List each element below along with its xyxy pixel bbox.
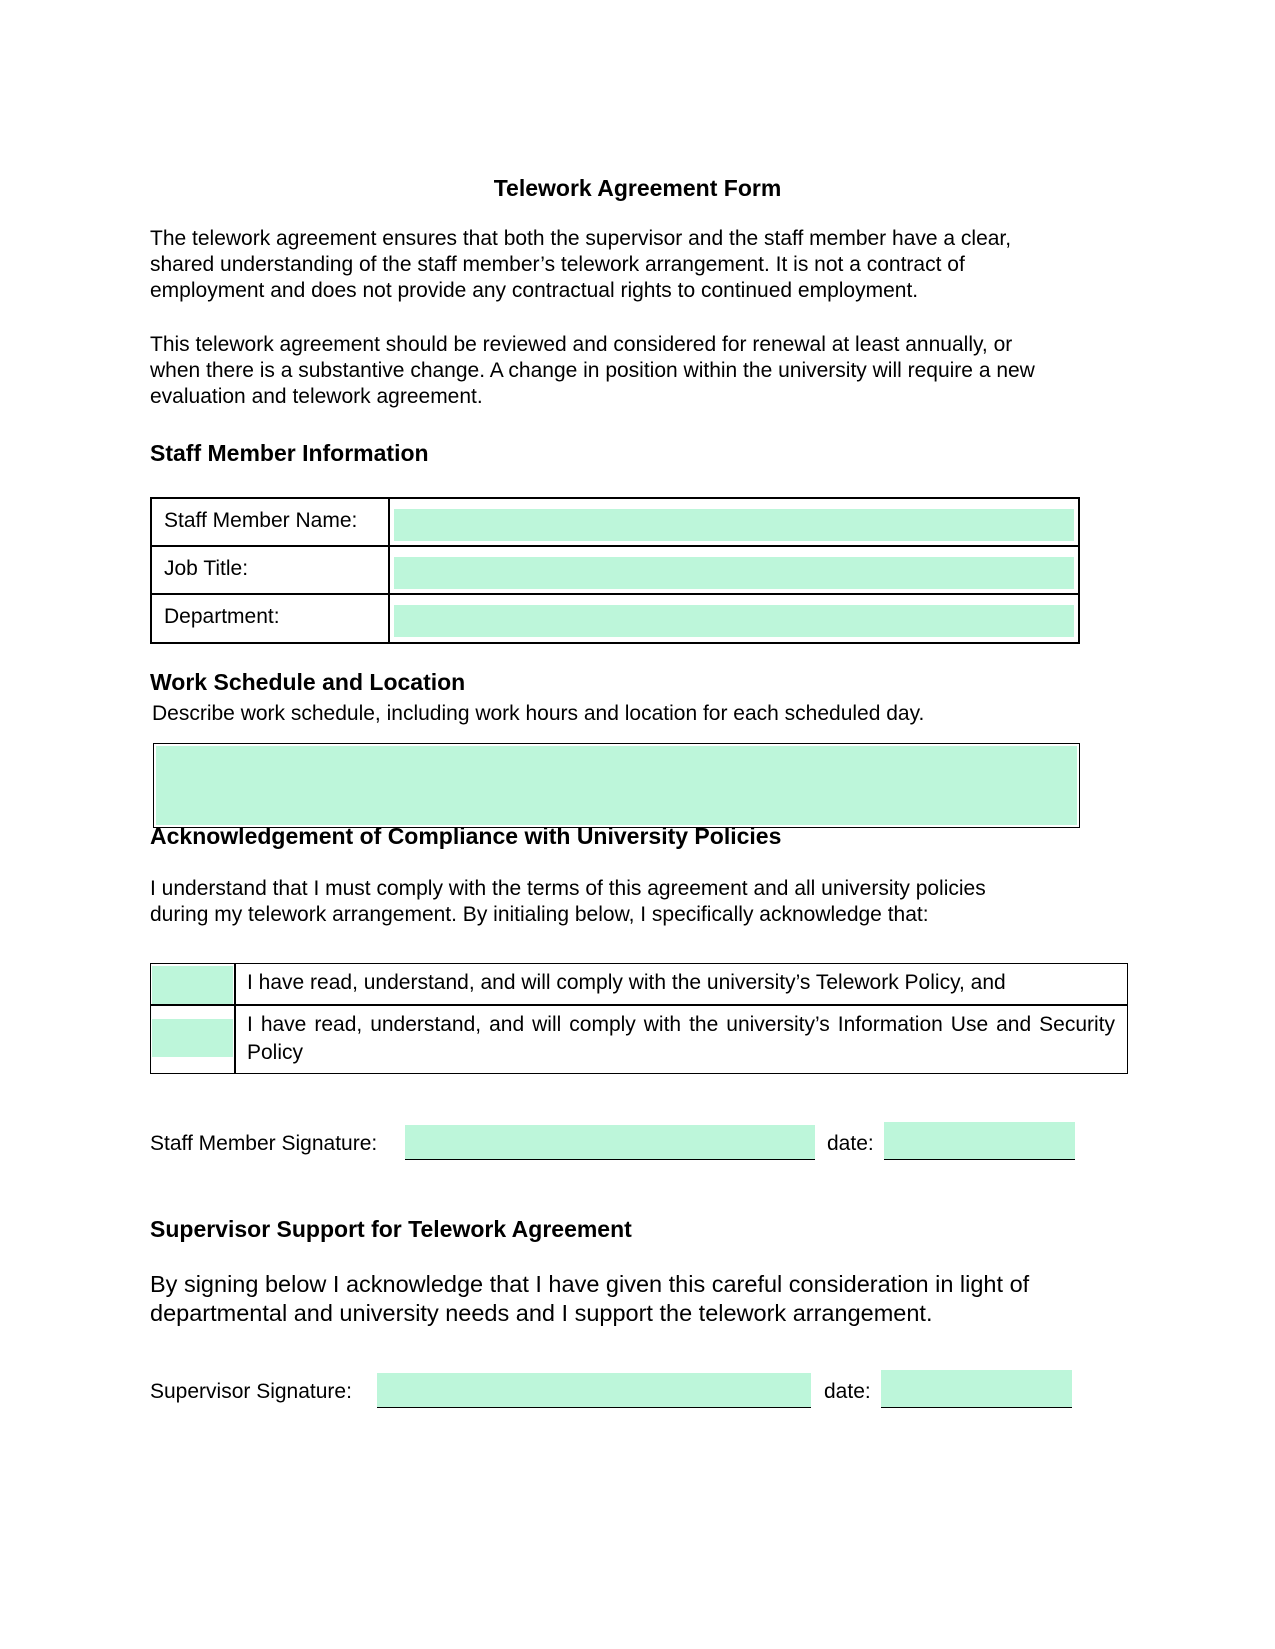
staff-info-table (150, 497, 1080, 644)
supervisor-line: departmental and university needs and I support the telework arrangement. (150, 1300, 933, 1326)
staff-signature-label: Staff Member Signature: (150, 1132, 378, 1155)
staff-signature-field[interactable] (405, 1125, 815, 1160)
job-title-field[interactable] (394, 557, 1074, 589)
form-title: Telework Agreement Form (493, 175, 782, 201)
info-security-policy-initials-field[interactable] (152, 1019, 233, 1057)
acknowledgement-table (150, 963, 1128, 1074)
intro-p2-line: when there is a substantive change. A change in position within the university will require a new (150, 359, 1035, 382)
intro-p2-line: evaluation and telework agreement. (150, 385, 483, 408)
job-title-label: Job Title: (164, 557, 249, 580)
acknowledgement-line: during my telework arrangement. By initialing below, I specifically acknowledge that: (150, 903, 929, 926)
acknowledgement-heading: Acknowledgement of Compliance with University Policies (150, 823, 782, 849)
staff-name-label: Staff Member Name: (164, 509, 358, 532)
department-row (152, 595, 1078, 643)
intro-paragraph-1 (150, 226, 1130, 304)
acknowledgement-paragraph (150, 876, 1130, 928)
staff-info-heading: Staff Member Information (150, 440, 429, 466)
intro-p1-line: The telework agreement ensures that both the supervisor and the staff member have a clear, (150, 227, 1012, 250)
telework-policy-statement: I have read, understand, and will comply with the university’s Telework Policy, and (247, 971, 1006, 994)
department-field[interactable] (394, 605, 1074, 637)
supervisor-date-label: date: (824, 1380, 871, 1403)
supervisor-signature-label: Supervisor Signature: (150, 1380, 352, 1403)
column-divider (234, 964, 236, 1073)
column-divider (388, 595, 390, 643)
supervisor-date-field[interactable] (881, 1370, 1072, 1408)
schedule-field[interactable] (156, 746, 1077, 825)
job-title-row (152, 547, 1078, 595)
acknowledgement-line: I understand that I must comply with the terms of this agreement and all university policies (150, 877, 986, 900)
staff-name-row (152, 499, 1078, 547)
column-divider (388, 547, 390, 593)
schedule-heading: Work Schedule and Location (150, 669, 466, 695)
info-security-policy-statement: I have read, understand, and will comply with the university’s Information Use and Security Policy (247, 1013, 1115, 1064)
supervisor-paragraph (150, 1270, 1130, 1328)
telework-policy-initials-field[interactable] (152, 966, 233, 1004)
department-label: Department: (164, 605, 280, 628)
row-divider (151, 1004, 1127, 1006)
intro-p1-line: shared understanding of the staff member’s telework arrangement. It is not a contract of (150, 253, 965, 276)
supervisor-heading: Supervisor Support for Telework Agreement (150, 1216, 632, 1242)
supervisor-signature-field[interactable] (377, 1373, 811, 1408)
staff-date-field[interactable] (884, 1122, 1075, 1160)
supervisor-line: By signing below I acknowledge that I have given this careful consideration in light of (150, 1271, 1030, 1297)
intro-paragraph-2 (150, 332, 1130, 410)
column-divider (388, 499, 390, 545)
intro-p1-line: employment and does not provide any contractual rights to continued employment. (150, 279, 919, 302)
staff-name-field[interactable] (394, 509, 1074, 541)
schedule-instruction: Describe work schedule, including work hours and location for each scheduled day. (152, 702, 925, 725)
intro-p2-line: This telework agreement should be reviewed and considered for renewal at least annually, or (150, 333, 1013, 356)
schedule-box (153, 743, 1080, 828)
staff-date-label: date: (827, 1132, 874, 1155)
